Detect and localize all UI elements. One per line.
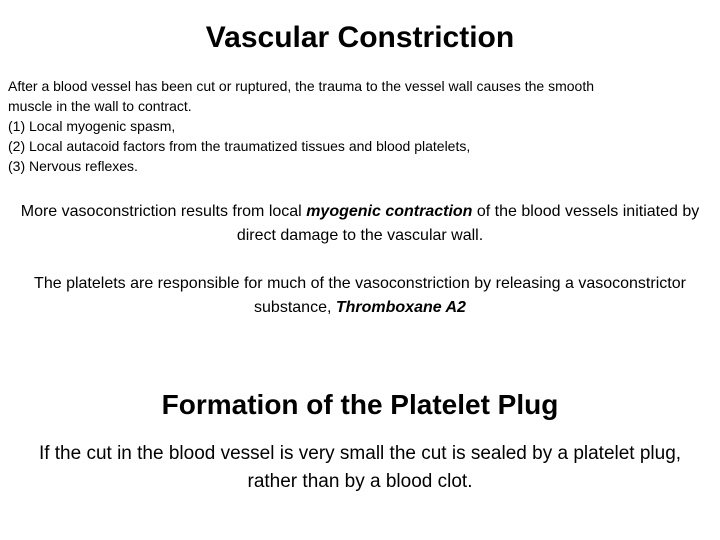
myogenic-paragraph: [10, 200, 710, 248]
section-title: Formation of the Platelet Plug: [161, 389, 559, 420]
intro-line: (3) Nervous reflexes.: [8, 158, 138, 174]
intro-text: [8, 76, 714, 176]
closing-paragraph: If the cut in the blood vessel is very small the cut is sealed by a platelet plug, rather than by a blood clot.: [38, 443, 682, 492]
paragraph-text: of the blood vessels initiated by direct damage to the vascular wall.: [236, 203, 700, 244]
paragraph-text: The platelets are responsible for much of the vasoconstriction by releasing a vasoconstrictor substance,: [34, 275, 686, 316]
emphasis-text: Thromboxane A2: [335, 299, 466, 316]
intro-line: (2) Local autacoid factors from the traumatized tissues and blood platelets,: [8, 138, 471, 154]
intro-line: (1) Local myogenic spasm,: [8, 118, 176, 134]
emphasis-text: myogenic contraction: [306, 203, 473, 220]
slide-title: Vascular Constriction: [205, 21, 515, 54]
intro-line: muscle in the wall to contract.: [8, 98, 192, 114]
paragraph-text: More vasoconstriction results from local: [20, 203, 307, 220]
intro-line: After a blood vessel has been cut or ruptured, the trauma to the vessel wall causes the smooth: [8, 78, 594, 94]
platelet-paragraph: [10, 272, 710, 320]
